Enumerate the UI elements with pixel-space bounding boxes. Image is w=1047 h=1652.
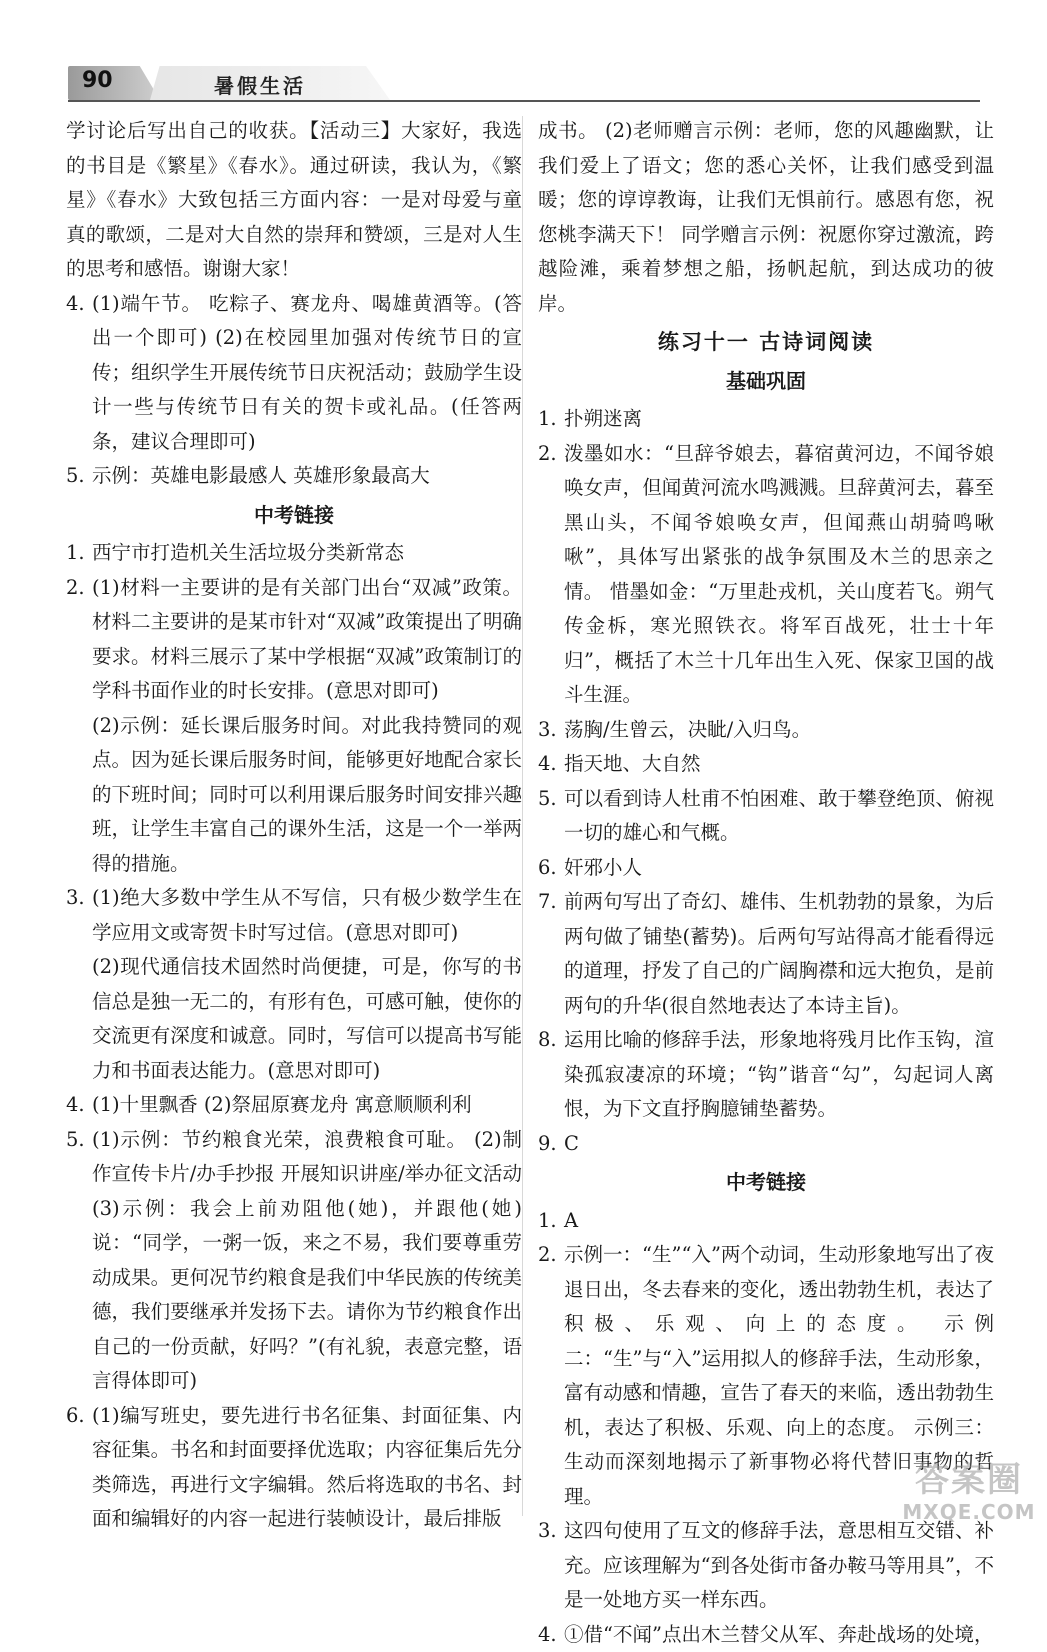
item-text: (1)端午节。 吃粽子、赛龙舟、喝雄黄酒等。(答出一个即可) (2)在校园里加强对传统节日的宣传；组织学生开展传统节日庆祝活动；鼓励学生设计一些与传统节日有关的贺卡或礼品。(任答两条，建议合理即可) xyxy=(92,287,522,460)
item-number: 6. xyxy=(538,851,564,886)
item-text: 前两句写出了奇幻、雄伟、生机勃勃的景象，为后两句做了铺垫(蓄势)。后两句写站得高才能看得远的道理，抒发了自己的广阔胸襟和远大抱负，是前两句的升华(很自然地表达了本诗主旨)。 xyxy=(564,885,994,1023)
watermark-top: 答案圈 xyxy=(899,1460,1039,1500)
item-number: 4. xyxy=(538,747,564,782)
answer-item xyxy=(66,1399,522,1537)
answer-item xyxy=(538,1023,994,1127)
item-text: 运用比喻的修辞手法，形象地将残月比作玉钩，渲染孤寂凄凉的环境；“钩”谐音“勾”，勾起词人离恨，为下文直抒胸臆铺垫蓄势。 xyxy=(564,1023,994,1127)
item-text: 这四句使用了互文的修辞手法，意思相互交错、补充。应该理解为“到各处街市备办鞍马等用具”，不是一处地方买一样东西。 xyxy=(564,1514,994,1618)
answer-item xyxy=(66,459,522,494)
answer-item xyxy=(538,1618,994,1652)
answer-item xyxy=(538,747,994,782)
continued-paragraph: (2)现代通信技术固然时尚便捷，可是，你写的书信总是独一无二的，有形有色，可感可触，使你的交流更有深度和诚意。同时，写信可以提高书写能力和书面表达能力。(意思对即可) xyxy=(66,950,522,1088)
item-text: (1)绝大多数中学生从不写信，只有极少数学生在学应用文或寄贺卡时写过信。(意思对即可) xyxy=(92,881,522,950)
item-number: 5. xyxy=(538,782,564,851)
item-number: 3. xyxy=(538,1514,564,1618)
answer-item xyxy=(538,851,994,886)
item-number: 2. xyxy=(66,571,92,709)
item-text: 泼墨如水：“旦辞爷娘去，暮宿黄河边，不闻爷娘唤女声，但闻黄河流水鸣溅溅。旦辞黄河去，暮至黑山头，不闻爷娘唤女声，但闻燕山胡骑鸣啾啾”，具体写出紧张的战争氛围及木兰的思亲之情。 惜墨如金：“万里赴戎机，关山度若飞。朔气传金柝，寒光照铁衣。将军百战死，壮士十年归”，概括了木兰十几年出生入死、保家卫国的战斗生涯。 xyxy=(564,437,994,713)
item-text: C xyxy=(564,1127,994,1162)
item-number: 4. xyxy=(538,1618,564,1652)
section-heading: 中考链接 xyxy=(66,498,522,533)
page-number: 90 xyxy=(82,68,113,93)
item-number: 1. xyxy=(66,536,92,571)
item-text: A xyxy=(564,1204,994,1239)
watermark-bottom: MXQE.COM xyxy=(899,1500,1039,1524)
item-number: 5. xyxy=(66,459,92,494)
item-text: (1)示例：节约粮食光荣，浪费粮食可耻。 (2)制作宣传卡片/办手抄报 开展知识讲座/举办征文活动 (3)示例：我会上前劝阻他(她)，并跟他(她)说：“同学，一粥一饭，来之不易，我们要尊重劳动成果。更何况节约粮食是我们中华民族的传统美德，我们要继承并发扬下去。请你为节约粮食作出自己的一份贡献，好吗？”(有礼貌，表意完整，语言得体即可) xyxy=(92,1123,522,1399)
header-title: 暑假生活 xyxy=(214,70,306,99)
answer-item xyxy=(538,885,994,1023)
answer-item xyxy=(538,437,994,713)
answer-item xyxy=(66,287,522,460)
item-text: 奸邪小人 xyxy=(564,851,994,886)
answer-item xyxy=(66,536,522,571)
left-column xyxy=(66,114,522,1537)
answer-item xyxy=(538,402,994,437)
answer-item xyxy=(66,571,522,709)
item-text: 指天地、大自然 xyxy=(564,747,994,782)
item-text: 西宁市打造机关生活垃圾分类新常态 xyxy=(92,536,522,571)
answer-item xyxy=(66,1088,522,1123)
item-text: (1)编写班史，要先进行书名征集、封面征集、内容征集。书名和封面要择优选取；内容征集后先分类筛选，再进行文字编辑。然后将选取的书名、封面和编辑好的内容一起进行装帧设计，最后排版 xyxy=(92,1399,522,1537)
item-text: (1)材料一主要讲的是有关部门出台“双减”政策。材料二主要讲的是某市针对“双减”政策提出了明确要求。材料三展示了某中学根据“双减”政策制订的学科书面作业的时长安排。(意思对即可) xyxy=(92,571,522,709)
item-text: (1)十里飘香 (2)祭屈原赛龙舟 寓意顺顺利利 xyxy=(92,1088,522,1123)
item-number: 2. xyxy=(538,1238,564,1514)
item-number: 7. xyxy=(538,885,564,1023)
header-rule xyxy=(68,100,980,102)
watermark-logo xyxy=(899,1460,1039,1530)
continued-paragraph: (2)示例：延长课后服务时间。对此我持赞同的观点。因为延长课后服务时间，能够更好地配合家长的下班时间；同时可以利用课后服务时间安排兴趣班，让学生丰富自己的课外生活，这是一个一举两得的措施。 xyxy=(66,709,522,882)
answer-item xyxy=(538,1204,994,1239)
item-number: 3. xyxy=(538,713,564,748)
column-divider xyxy=(522,116,523,1516)
item-text: 荡胸/生曾云，决眦/入归鸟。 xyxy=(564,713,994,748)
answer-item xyxy=(66,881,522,950)
page-header xyxy=(0,0,1047,110)
paragraph: 学讨论后写出自己的收获。【活动三】大家好，我选的书目是《繁星》《春水》。通过研读，我认为，《繁星》《春水》大致包括三方面内容：一是对母爱与童真的歌颂，二是对大自然的崇拜和赞颂，三是对人生的思考和感悟。谢谢大家！ xyxy=(66,114,522,287)
item-text: 示例一：“生”“入”两个动词，生动形象地写出了夜退日出，冬去春来的变化，透出勃勃生机，表达了积极、乐观、向上的态度。 示例二：“生”与“入”运用拟人的修辞手法，生动形象，富有动感和情趣，宣告了春天的来临，透出勃勃生机，表达了积极、乐观、向上的态度。 示例三：生动而深刻地揭示了新事物必将代替旧事物的哲理。 xyxy=(564,1238,994,1514)
item-number: 8. xyxy=(538,1023,564,1127)
answer-item xyxy=(538,713,994,748)
paragraph: 成书。 (2)老师赠言示例：老师，您的风趣幽默，让我们爱上了语文；您的悉心关怀，让我们感受到温暖；您的谆谆教诲，让我们无惧前行。感恩有您，祝您桃李满天下！ 同学赠言示例：祝愿你穿过激流，跨越险滩，乘着梦想之船，扬帆起航，到达成功的彼岸。 xyxy=(538,114,994,321)
section-heading: 基础巩固 xyxy=(538,364,994,399)
item-text: 可以看到诗人杜甫不怕困难、敢于攀登绝顶、俯视一切的雄心和气概。 xyxy=(564,782,994,851)
answer-item xyxy=(538,782,994,851)
item-text: 示例：英雄电影最感人 英雄形象最高大 xyxy=(92,459,522,494)
item-number: 4. xyxy=(66,287,92,460)
item-number: 5. xyxy=(66,1123,92,1399)
answer-item xyxy=(66,1123,522,1399)
item-number: 1. xyxy=(538,402,564,437)
item-number: 9. xyxy=(538,1127,564,1162)
item-number: 2. xyxy=(538,437,564,713)
item-number: 3. xyxy=(66,881,92,950)
right-column xyxy=(538,114,994,1652)
exercise-title: 练习十一 古诗词阅读 xyxy=(538,325,994,360)
item-text: 扑朔迷离 xyxy=(564,402,994,437)
item-number: 1. xyxy=(538,1204,564,1239)
item-number: 6. xyxy=(66,1399,92,1537)
section-heading: 中考链接 xyxy=(538,1165,994,1200)
item-text: ①借“不闻”点出木兰替父从军、奔赴战场的处境， xyxy=(564,1618,994,1652)
answer-item xyxy=(538,1127,994,1162)
item-number: 4. xyxy=(66,1088,92,1123)
